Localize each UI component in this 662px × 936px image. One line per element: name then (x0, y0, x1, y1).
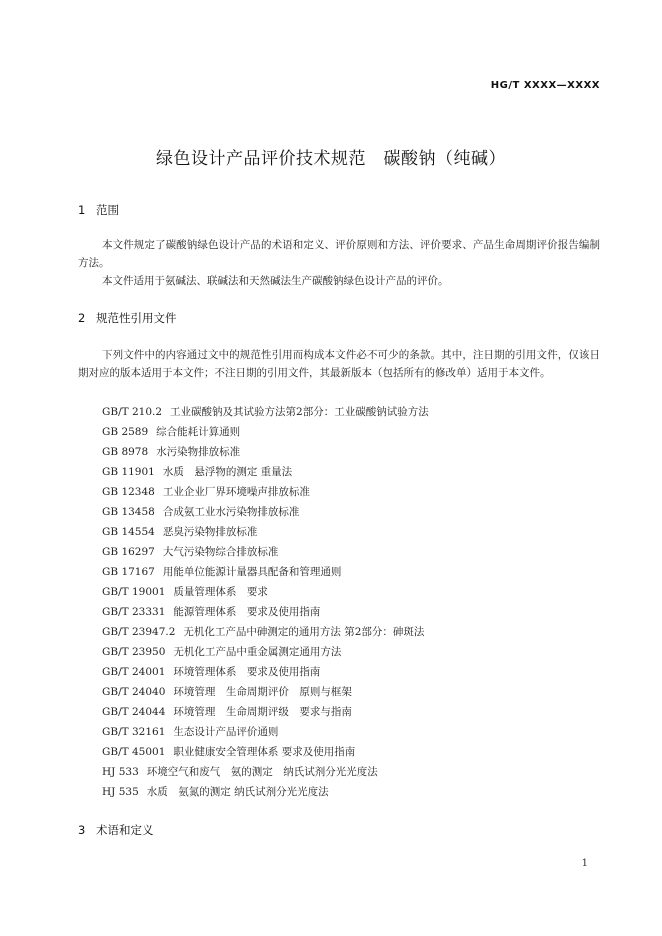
section-number: 1 (78, 203, 86, 217)
section-heading-terms (78, 822, 154, 838)
reference-title: 环境管理 生命周期评价 原则与框架 (173, 686, 352, 698)
reference-item (102, 422, 429, 442)
section-title: 范围 (96, 203, 119, 217)
reference-title: 合成氨工业水污染物排放标准 (162, 506, 300, 518)
reference-item (102, 662, 429, 682)
reference-item (102, 522, 429, 542)
reference-item (102, 642, 429, 662)
reference-code: GB/T 210.2 (102, 406, 163, 418)
reference-item (102, 462, 429, 482)
reference-item (102, 402, 429, 422)
reference-code: GB/T 23950 (102, 646, 166, 658)
reference-title: 能源管理体系 要求及使用指南 (173, 606, 321, 618)
reference-code: GB/T 19001 (102, 586, 166, 598)
section-title: 规范性引用文件 (96, 311, 177, 325)
reference-item (102, 762, 429, 782)
reference-code: GB 11901 (102, 466, 155, 478)
reference-item (102, 482, 429, 502)
reference-title: 职业健康安全管理体系 要求及使用指南 (173, 746, 356, 758)
reference-title: 生态设计产品评价通则 (173, 726, 279, 738)
reference-title: 工业企业厂界环境噪声排放标准 (162, 486, 310, 498)
reference-item (102, 702, 429, 722)
reference-title: 工业碳酸钠及其试验方法第2部分：工业碳酸钠试验方法 (170, 406, 429, 418)
reference-item (102, 442, 429, 462)
reference-item (102, 602, 429, 622)
reference-code: GB 2589 (102, 426, 149, 438)
reference-title: 恶臭污染物排放标准 (162, 526, 258, 538)
reference-code: GB/T 23331 (102, 606, 166, 618)
section-heading-normative-references (78, 310, 177, 326)
reference-title: 水污染物排放标准 (156, 446, 241, 458)
reference-title: 水质 氨氮的测定 纳氏试剂分光光度法 (146, 786, 329, 798)
document-code: HG/T XXXX—XXXX (490, 80, 600, 91)
reference-code: GB/T 24001 (102, 666, 166, 678)
reference-title: 无机化工产品中重金属测定通用方法 (173, 646, 342, 658)
scope-paragraph-2: 本文件适用于氨碱法、联碱法和天然碱法生产碳酸钠绿色设计产品的评价。 (102, 275, 449, 287)
reference-code: GB/T 24040 (102, 686, 166, 698)
reference-item (102, 722, 429, 742)
reference-title: 水质 悬浮物的测定 重量法 (162, 466, 293, 478)
reference-item (102, 542, 429, 562)
reference-item (102, 742, 429, 762)
reference-title: 用能单位能源计量器具配备和管理通则 (162, 566, 342, 578)
page-number: 1 (581, 858, 588, 869)
reference-title: 质量管理体系 要求 (173, 586, 268, 598)
reference-item (102, 682, 429, 702)
reference-code: GB 8978 (102, 446, 149, 458)
scope-paragraph-1: 本文件规定了碳酸钠绿色设计产品的术语和定义、评价原则和方法、评价要求、产品生命周期评价报告编制方法。 (78, 239, 600, 269)
reference-code: GB 14554 (102, 526, 155, 538)
page-title: 绿色设计产品评价技术规范 碳酸钠（纯碱） (156, 149, 506, 169)
reference-title: 无机化工产品中砷测定的通用方法 第2部分：砷斑法 (183, 626, 425, 638)
section-title: 术语和定义 (96, 823, 154, 837)
reference-code: GB 13458 (102, 506, 155, 518)
reference-item (102, 502, 429, 522)
section-number: 2 (78, 311, 86, 325)
reference-code: GB 17167 (102, 566, 155, 578)
reference-title: 环境空气和废气 氨的测定 纳氏试剂分光光度法 (146, 766, 378, 778)
reference-code: GB 16297 (102, 546, 155, 558)
reference-code: GB/T 32161 (102, 726, 166, 738)
section-number: 3 (78, 823, 86, 837)
reference-item (102, 582, 429, 602)
reference-title: 综合能耗计算通则 (156, 426, 241, 438)
reference-item (102, 622, 429, 642)
reference-code: GB/T 24044 (102, 706, 166, 718)
reference-code: HJ 535 (102, 786, 139, 798)
reference-title: 环境管理 生命周期评级 要求与指南 (173, 706, 352, 718)
reference-title: 大气污染物综合排放标准 (162, 546, 279, 558)
reference-item (102, 782, 429, 802)
reference-code: GB 12348 (102, 486, 155, 498)
reference-item (102, 562, 429, 582)
reference-code: GB/T 23947.2 (102, 626, 176, 638)
reference-code: GB/T 45001 (102, 746, 166, 758)
reference-list (102, 402, 429, 802)
section-heading-scope (78, 202, 119, 218)
normative-intro-paragraph: 下列文件中的内容通过文中的规范性引用而构成本文件必不可少的条款。其中，注日期的引用文件，仅该日期对应的版本适用于本文件；不注日期的引用文件，其最新版本（包括所有的修改单）适用于本文件。 (78, 349, 600, 379)
reference-title: 环境管理体系 要求及使用指南 (173, 666, 321, 678)
reference-code: HJ 533 (102, 766, 139, 778)
